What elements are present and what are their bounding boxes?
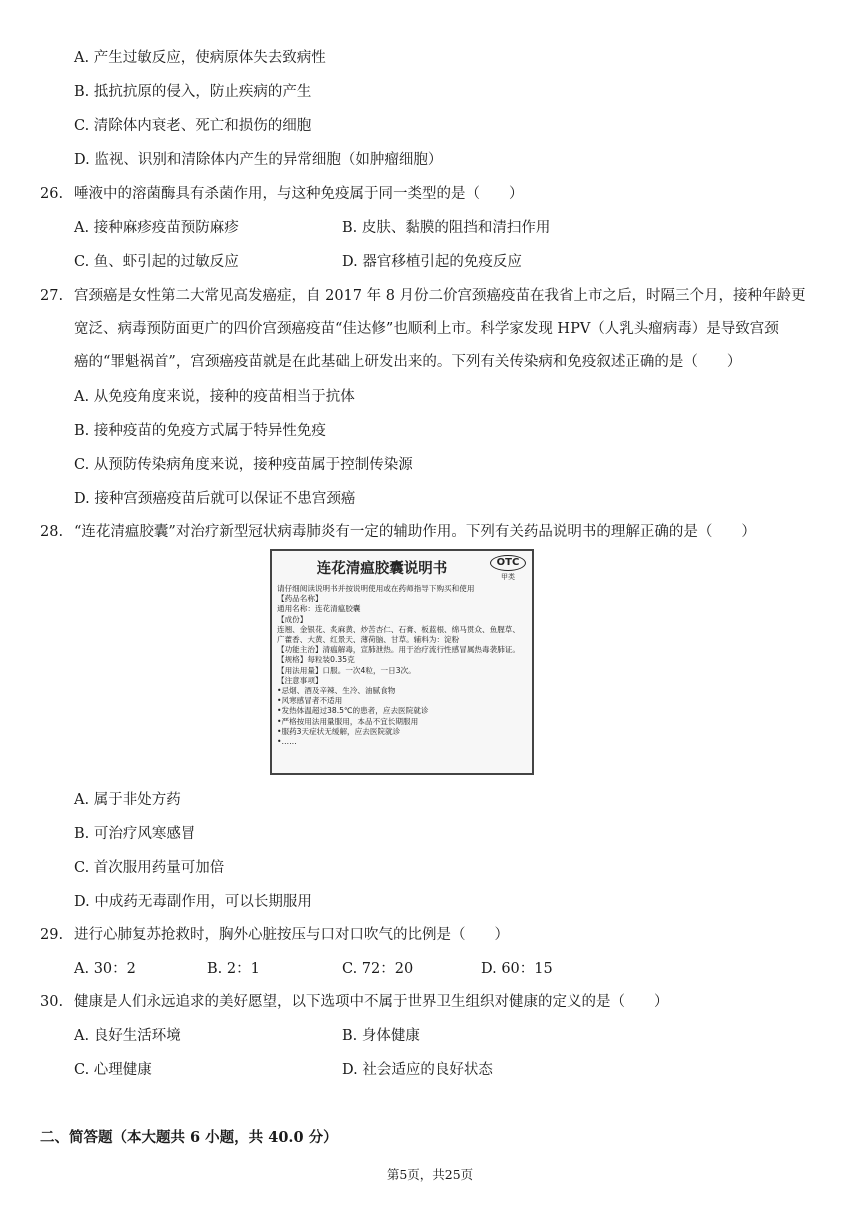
q27-option-d: D. 接种宫颈癌疫苗后就可以保证不患宫颈癌 <box>74 491 356 507</box>
insert-line: •发热体温超过38.5℃的患者，应去医院就诊 <box>277 706 429 716</box>
q30-option-a: A. 良好生活环境 <box>74 1028 181 1044</box>
question-stem: 进行心肺复苏抢救时，胸外心脏按压与口对口吹气的比例是（ ） <box>74 927 509 943</box>
insert-title: 连花清瘟胶囊说明书 <box>316 561 448 577</box>
q28-option-a: A. 属于非处方药 <box>74 792 181 808</box>
question-number: 27. <box>40 288 64 304</box>
q29-option-d: D. 60：15 <box>481 961 553 977</box>
insert-line: 连翘、金银花、炙麻黄、炒苦杏仁、石膏、板蓝根、绵马贯众、鱼腥草、 <box>277 624 520 634</box>
q25-option-b: B. 抵抗抗原的侵入，防止疾病的产生 <box>74 84 312 100</box>
q27-option-b: B. 接种疫苗的免疫方式属于特异性免疫 <box>74 423 326 439</box>
q28-option-c: C. 首次服用药量可加倍 <box>74 860 225 876</box>
insert-line: •严格按用法用量服用，本品不宜长期服用 <box>277 716 419 726</box>
q26-option-c: C. 鱼、虾引起的过敏反应 <box>74 254 239 270</box>
insert-line: •忌烟、酒及辛辣、生冷、油腻食物 <box>277 686 396 696</box>
otc-label: OTC <box>490 555 526 571</box>
otc-badge <box>490 555 526 582</box>
q25-option-c: C. 清除体内衰老、死亡和损伤的细胞 <box>74 118 312 134</box>
insert-line: 【成份】 <box>277 614 308 624</box>
insert-line: 【药品名称】 <box>277 594 323 604</box>
insert-line: 请仔细阅读说明书并按说明使用或在药师指导下购买和使用 <box>277 584 475 593</box>
q30-option-b: B. 身体健康 <box>342 1028 420 1044</box>
question-number: 29. <box>40 927 64 943</box>
medicine-package-insert <box>270 549 534 775</box>
q29-option-c: C. 72：20 <box>342 961 414 977</box>
question-number: 30. <box>40 994 64 1010</box>
question-stem: “连花清瘟胶囊”对治疗新型冠状病毒肺炎有一定的辅助作用。下列有关药品说明书的理解正确的是（ ） <box>74 524 756 540</box>
page-footer: 第5页，共25页 <box>386 1167 474 1182</box>
question-number: 28. <box>40 524 64 540</box>
insert-line: 【注意事项】 <box>277 675 323 685</box>
insert-line: •…… <box>277 737 297 747</box>
q25-option-d: D. 监视、识别和清除体内产生的异常细胞（如肿瘤细胞） <box>74 152 443 168</box>
q30-option-c: C. 心理健康 <box>74 1062 152 1078</box>
q28-option-b: B. 可治疗风寒感冒 <box>74 826 196 842</box>
otc-class: 甲类 <box>501 573 515 581</box>
q26-option-a: A. 接种麻疹疫苗预防麻疹 <box>74 220 239 236</box>
q29-option-b: B. 2：1 <box>207 961 260 977</box>
q27-option-a: A. 从免疫角度来说，接种的疫苗相当于抗体 <box>74 389 355 405</box>
insert-line: 【功能主治】清瘟解毒，宣肺泄热。用于治疗流行性感冒属热毒袭肺证。 <box>277 645 520 655</box>
q25-option-a: A. 产生过敏反应，使病原体失去致病性 <box>74 50 326 66</box>
q30-option-d: D. 社会适应的良好状态 <box>342 1062 493 1078</box>
insert-line: 通用名称：连花清瘟胶囊 <box>277 604 361 614</box>
q29-option-a: A. 30：2 <box>74 961 136 977</box>
question-stem: 健康是人们永远追求的美好愿望，以下选项中不属于世界卫生组织对健康的定义的是（ ） <box>74 994 669 1010</box>
q26-option-d: D. 器官移植引起的免疫反应 <box>342 254 522 270</box>
q27-option-c: C. 从预防传染病角度来说，接种疫苗属于控制传染源 <box>74 457 413 473</box>
insert-line: 【用法用量】口服。一次4粒，一日3次。 <box>277 665 416 675</box>
q28-option-d: D. 中成药无毒副作用，可以长期服用 <box>74 894 312 910</box>
section-title: 二、简答题（本大题共 6 小题，共 40.0 分） <box>40 1129 338 1146</box>
question-stem: 唾液中的溶菌酶具有杀菌作用，与这种免疫属于同一类型的是（ ） <box>74 186 524 202</box>
insert-line: •服药3天症状无缓解，应去医院就诊 <box>277 726 401 736</box>
insert-line: 【规格】每粒装0.35克 <box>277 655 355 665</box>
insert-line: •风寒感冒者不适用 <box>277 696 343 706</box>
q27-stem-line-1: 宫颈癌是女性第二大常见高发癌症，自 2017 年 8 月份二价宫颈癌疫苗在我省上市之后，时隔三个月，接种年龄更 <box>74 288 806 304</box>
q27-stem-line-2: 宽泛、病毒预防面更广的四价宫颈癌疫苗“佳达修”也顺利上市。科学家发现 HPV（人乳头瘤病毒）是导致宫颈 <box>74 321 779 337</box>
q26-option-b: B. 皮肤、黏膜的阻挡和清扫作用 <box>342 220 551 236</box>
insert-line: 广藿香、大黄、红景天、薄荷脑、甘草。辅料为：淀粉 <box>277 635 460 645</box>
q27-stem-line-3: 癌的“罪魁祸首”，宫颈癌疫苗就是在此基础上研发出来的。下列有关传染病和免疫叙述正确的是（ ） <box>74 354 742 370</box>
question-number: 26. <box>40 186 64 202</box>
